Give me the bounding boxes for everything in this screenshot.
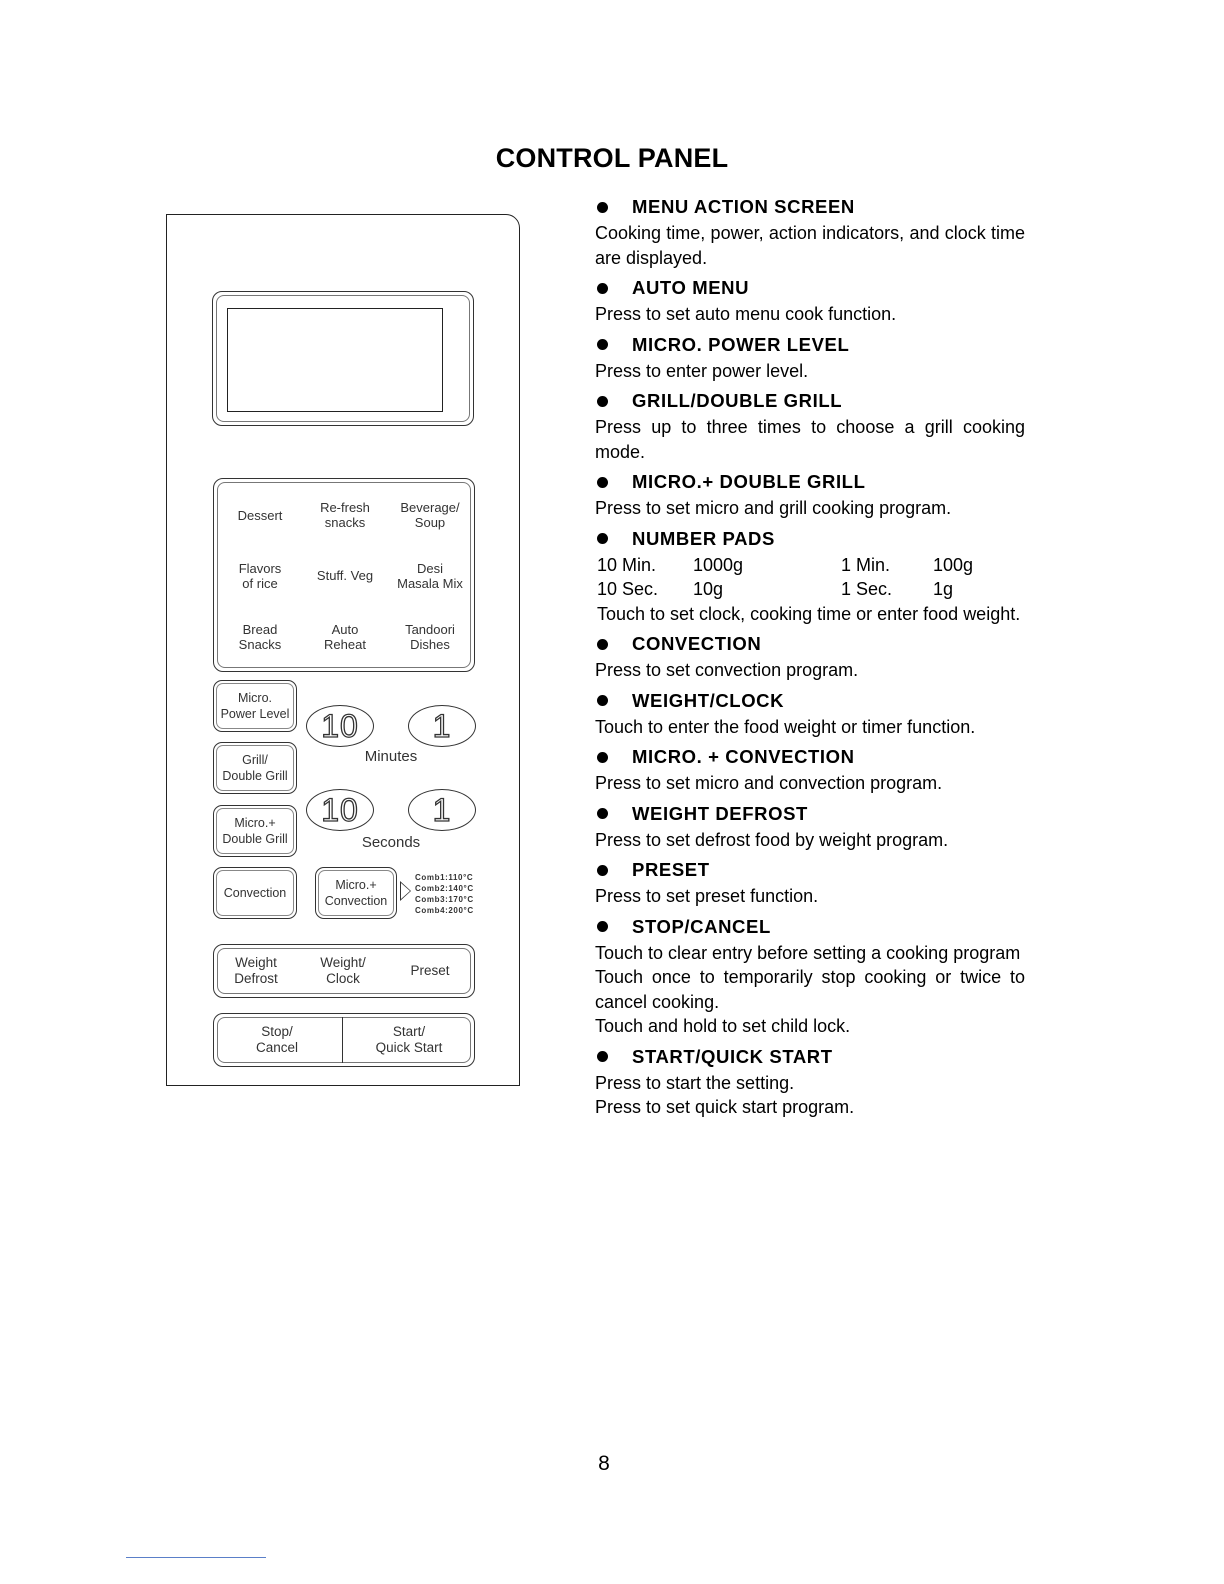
- section-body: [595, 1071, 1025, 1120]
- section-number-pads: [595, 525, 1025, 627]
- bullet-icon: [597, 695, 608, 706]
- section-menu-action-screen: [595, 193, 1025, 270]
- arrow-right-icon-fill: [401, 883, 410, 899]
- menu-key-tandoori-dishes[interactable]: Tandoori Dishes: [405, 621, 455, 652]
- section-body: Touch to set clock, cooking time or enter food weight.: [597, 603, 1021, 624]
- ten-minutes-pad[interactable]: 10: [306, 705, 374, 747]
- bullet-icon: [597, 808, 608, 819]
- section-title: START/QUICK START: [632, 1045, 833, 1067]
- divider: [342, 1017, 343, 1063]
- one-minute-pad[interactable]: 1: [408, 705, 476, 747]
- section-title: CONVECTION: [632, 633, 762, 654]
- section-grill: [595, 387, 1025, 464]
- comb-item: Comb2:140°C: [415, 884, 474, 893]
- bullet-icon: [597, 283, 608, 294]
- stop-cancel-button[interactable]: Stop/ Cancel: [255, 1024, 299, 1055]
- menu-key-refresh-snacks[interactable]: Re-fresh snacks: [320, 500, 370, 531]
- stop-start-row: [213, 1013, 475, 1067]
- seconds-label: Seconds: [361, 834, 421, 851]
- table-cell: 10 Sec.: [597, 579, 659, 599]
- section-body: [595, 941, 1025, 1039]
- section-weight-clock: [595, 687, 1025, 740]
- bullet-icon: [597, 477, 608, 488]
- section-title: MICRO.+ DOUBLE GRILL: [632, 471, 866, 492]
- section-title: GRILL/DOUBLE GRILL: [632, 390, 843, 411]
- comb-item: Comb4:200°C: [415, 906, 474, 915]
- section-title: STOP/CANCEL: [632, 915, 771, 937]
- bullet-icon: [597, 1051, 608, 1062]
- bullet-icon: [597, 865, 608, 876]
- bullet-icon: [597, 639, 608, 650]
- section-body: Press to set micro and convection program.: [595, 773, 943, 793]
- table-cell: 10g: [693, 579, 724, 599]
- menu-key-beverage-soup[interactable]: Beverage/ Soup: [400, 500, 460, 531]
- menu-action-screen: [212, 291, 474, 426]
- number-pad-table: [595, 553, 1025, 602]
- convection-button[interactable]: Convection: [213, 867, 297, 919]
- section-body: Cooking time, power, action indicators, and clock time are displayed.: [595, 223, 1025, 268]
- menu-key-dessert[interactable]: Dessert: [237, 507, 283, 523]
- section-power-level: [595, 331, 1025, 384]
- micro-convection-button[interactable]: Micro.+ Convection: [315, 867, 397, 919]
- paragraph: Press to start the setting.: [595, 1072, 795, 1093]
- bullet-icon: [597, 339, 608, 350]
- combination-list: [415, 872, 474, 916]
- section-body: Press to set defrost food by weight program.: [595, 829, 949, 850]
- menu-key-auto-reheat[interactable]: Auto Reheat: [324, 621, 366, 652]
- bullet-icon: [597, 752, 608, 763]
- paragraph: Touch once to temporarily stop cooking or twice to cancel cooking.: [595, 967, 1025, 1012]
- section-start: [595, 1043, 1025, 1120]
- micro-power-level-button[interactable]: Micro. Power Level: [213, 680, 297, 732]
- section-title: MENU ACTION SCREEN: [632, 196, 855, 217]
- section-body: Press to set micro and grill cooking program.: [595, 498, 952, 518]
- section-title: PRESET: [632, 859, 710, 880]
- paragraph: Touch and hold to set child lock.: [595, 1016, 851, 1036]
- section-title: WEIGHT/CLOCK: [632, 689, 785, 711]
- menu-key-flavors-of-rice[interactable]: Flavors of rice: [238, 560, 282, 591]
- start-quick-start-button[interactable]: Start/ Quick Start: [375, 1024, 443, 1055]
- section-body: Touch to enter the food weight or timer function.: [595, 716, 976, 737]
- control-panel-illustration: [166, 214, 520, 1086]
- paragraph: Touch to clear entry before setting a cooking program: [595, 942, 1021, 963]
- comb-item: Comb1:110°C: [415, 873, 474, 882]
- section-title: MICRO. POWER LEVEL: [632, 333, 850, 355]
- menu-key-bread-snacks[interactable]: Bread Snacks: [238, 621, 282, 652]
- menu-key-stuff-veg[interactable]: Stuff. Veg: [316, 568, 374, 584]
- grill-double-grill-button[interactable]: Grill/ Double Grill: [213, 742, 297, 794]
- weight-defrost-button[interactable]: Weight Defrost: [234, 955, 278, 986]
- section-body: Press to set auto menu cook function.: [595, 304, 897, 324]
- bullet-icon: [597, 533, 608, 544]
- footer-rule: [126, 1557, 266, 1558]
- section-micro-convection: [595, 743, 1025, 796]
- section-title: NUMBER PADS: [632, 527, 775, 549]
- weight-clock-button[interactable]: Weight/ Clock: [320, 955, 366, 986]
- auto-menu-keypad: [213, 478, 475, 672]
- paragraph: Press to set quick start program.: [595, 1097, 855, 1117]
- section-title: WEIGHT DEFROST: [632, 802, 808, 824]
- control-descriptions: [595, 189, 1025, 1120]
- section-preset: [595, 856, 1025, 909]
- table-row: [595, 577, 1025, 602]
- page-title: CONTROL PANEL: [495, 143, 729, 173]
- section-title: AUTO MENU: [632, 277, 750, 298]
- comb-item: Comb3:170°C: [415, 895, 474, 904]
- bullet-icon: [597, 202, 608, 213]
- section-body: Press to set preset function.: [595, 886, 819, 906]
- bullet-icon: [597, 396, 608, 407]
- section-body: Press to enter power level.: [595, 360, 809, 381]
- minutes-label: Minutes: [364, 748, 418, 765]
- section-micro-grill: [595, 468, 1025, 521]
- table-cell: 10 Min.: [597, 554, 657, 575]
- ten-seconds-pad[interactable]: 10: [306, 789, 374, 831]
- section-title: MICRO. + CONVECTION: [632, 746, 855, 767]
- table-cell: 100g: [933, 554, 974, 575]
- weight-clock-preset-row: [213, 944, 475, 998]
- preset-button[interactable]: Preset: [410, 963, 450, 978]
- table-row: [595, 553, 1025, 578]
- table-cell: 1g: [933, 579, 954, 599]
- section-body: Press up to three times to choose a grill cooking mode.: [595, 417, 1025, 462]
- table-cell: 1 Sec.: [841, 579, 893, 599]
- section-body: Press to set convection program.: [595, 660, 859, 680]
- section-stop-cancel: [595, 913, 1025, 1039]
- section-weight-defrost: [595, 800, 1025, 853]
- menu-key-desi-masala-mix[interactable]: Desi Masala Mix: [397, 560, 463, 591]
- page-number: 8: [598, 1452, 610, 1475]
- section-convection: [595, 630, 1025, 683]
- bullet-icon: [597, 921, 608, 932]
- section-auto-menu: [595, 274, 1025, 327]
- table-cell: 1 Min.: [841, 554, 891, 575]
- table-cell: 1000g: [693, 554, 744, 575]
- micro-double-grill-button[interactable]: Micro.+ Double Grill: [213, 805, 297, 857]
- display-window: [227, 308, 443, 412]
- one-second-pad[interactable]: 1: [408, 789, 476, 831]
